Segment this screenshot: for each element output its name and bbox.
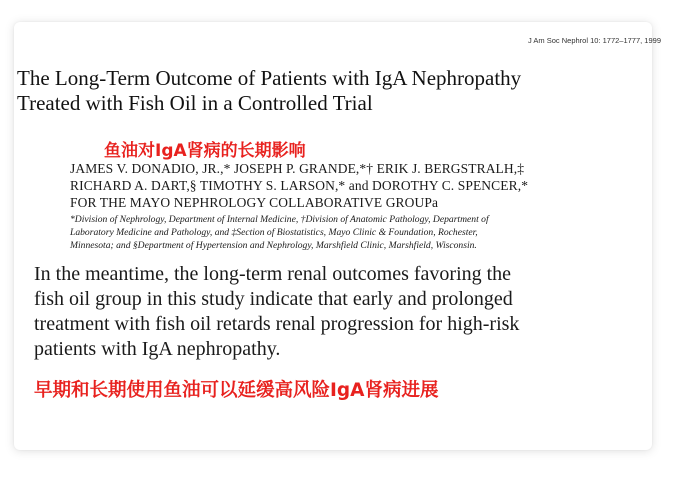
- paper-title: [17, 66, 521, 116]
- title-translation: 鱼油对IgA肾病的长期影响: [104, 141, 306, 161]
- affiliations: [70, 213, 489, 252]
- paper-title-line: The Long-Term Outcome of Patients with IgA Nephropathy: [17, 66, 522, 90]
- author-list: [70, 160, 528, 211]
- affiliation-line: Laboratory Medicine and Pathology, and ‡Section of Biostatistics, Mayo Clinic & Foundation, Rochester,: [70, 227, 478, 238]
- affiliation-line: *Division of Nephrology, Department of Internal Medicine, †Division of Anatomic Pathology, Department of: [70, 214, 489, 225]
- conclusion-translation: 早期和长期使用鱼油可以延缓高风险IgA肾病进展: [34, 380, 439, 401]
- author-line: JAMES V. DONADIO, JR.,* JOSEPH P. GRANDE,*† ERIK J. BERGSTRALH,‡: [70, 161, 525, 176]
- affiliation-line: Minnesota; and §Department of Hypertension and Nephrology, Marshfield Clinic, Marshfield, Wisconsin.: [70, 240, 477, 251]
- conclusion-line: patients with IgA nephropathy.: [34, 338, 281, 360]
- journal-citation: J Am Soc Nephrol 10: 1772–1777, 1999: [527, 36, 661, 45]
- conclusion-line: fish oil group in this study indicate that early and prolonged: [34, 288, 513, 310]
- author-line: RICHARD A. DART,§ TIMOTHY S. LARSON,* and DOROTHY C. SPENCER,*: [70, 178, 529, 193]
- paper-title-line: Treated with Fish Oil in a Controlled Trial: [17, 91, 373, 115]
- conclusion-line: treatment with fish oil retards renal progression for high-risk: [34, 313, 520, 335]
- author-line: FOR THE MAYO NEPHROLOGY COLLABORATIVE GROUPa: [70, 195, 439, 210]
- quoted-conclusion: [34, 262, 634, 362]
- conclusion-line: In the meantime, the long-term renal outcomes favoring the: [34, 263, 512, 285]
